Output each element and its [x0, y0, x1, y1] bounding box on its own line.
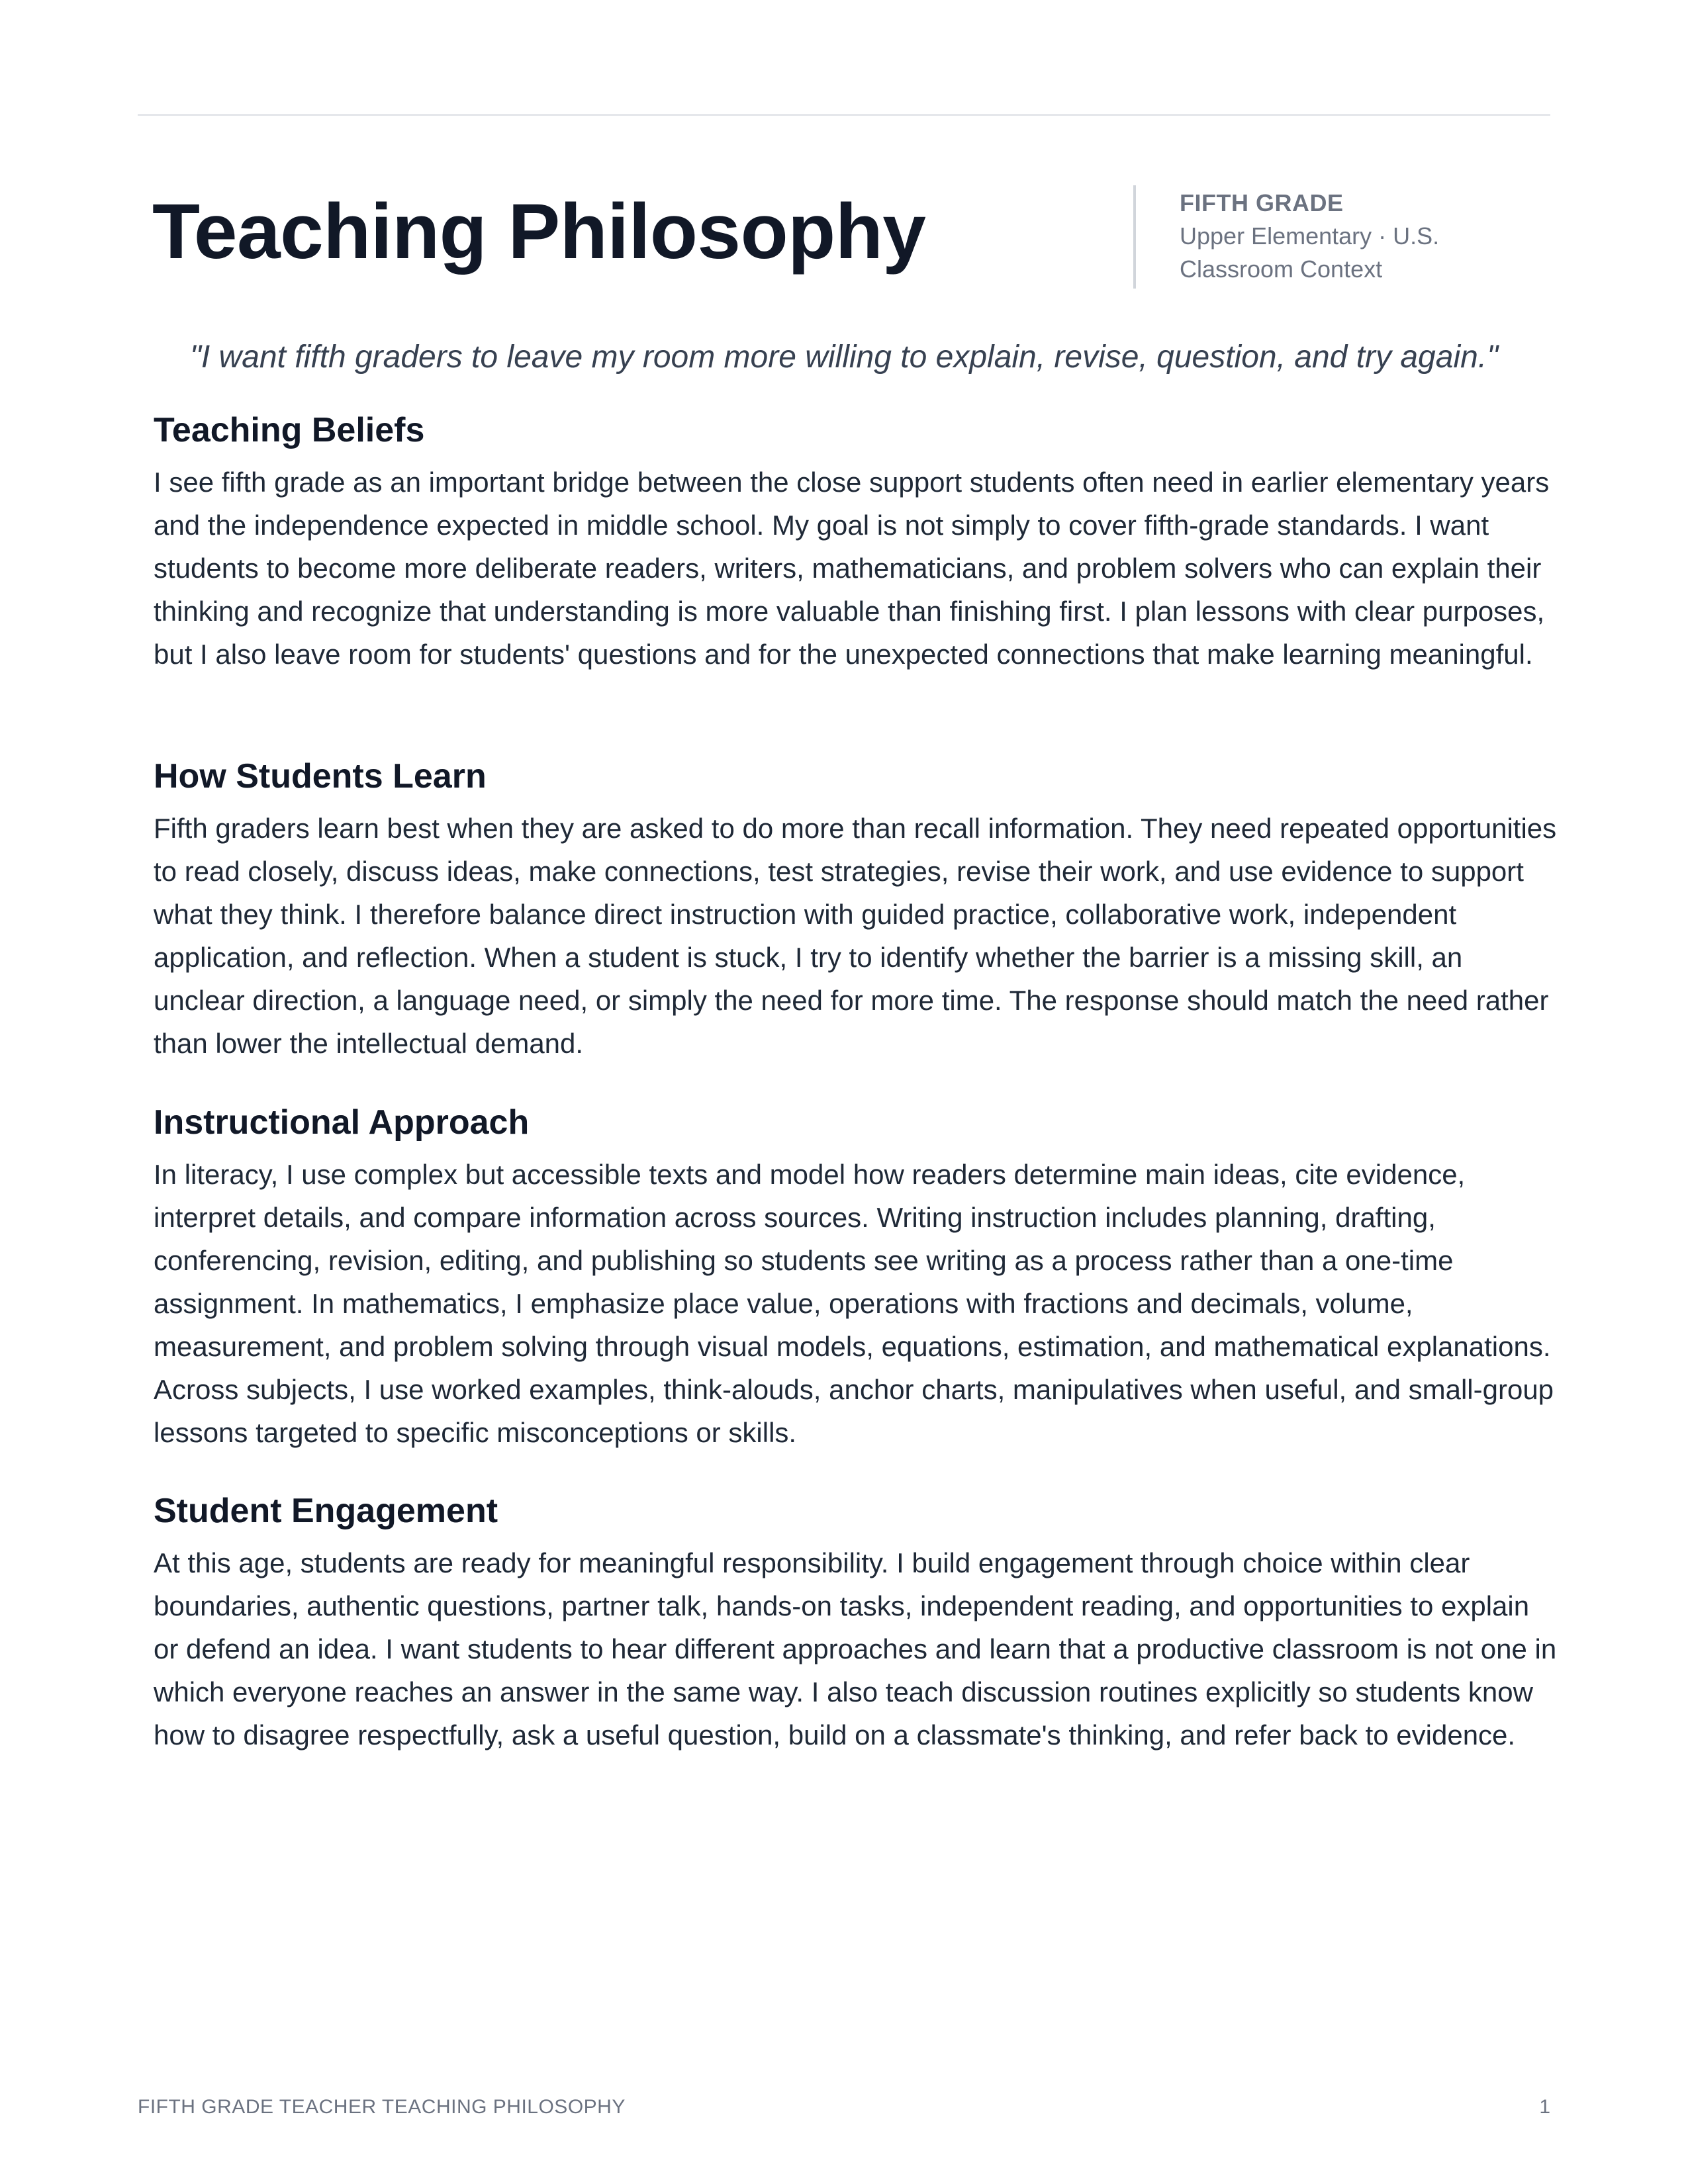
section-heading: How Students Learn	[154, 757, 487, 796]
footer-document-title: FIFTH GRADE TEACHER TEACHING PHILOSOPHY	[138, 2096, 626, 2118]
section-instructional-approach	[154, 1101, 1557, 1454]
section-heading: Student Engagement	[154, 1492, 498, 1530]
section-body: In literacy, I use complex but accessible texts and model how readers determine main ideas, cite evidence, interpret details, and compare information across sources. Writing instruction includes planning, drafting, conferencing, revision, editing, and publishing so students see writing as a process rather than a one-time assignment. In mathematics, I emphasize place value, operations with fractions and decimals, volume, measurement, and problem solving through visual models, equations, estimation, and mathematical explanations. Across subjects, I use worked examples, think-alouds, anchor charts, manipulatives when useful, and small-group lessons targeted to specific misconceptions or skills.	[154, 1159, 1554, 1448]
section-heading: Instructional Approach	[154, 1103, 530, 1142]
page-title: Teaching Philosophy	[152, 188, 926, 275]
section-body: At this age, students are ready for meaningful responsibility. I build engagement through choice within clear boundaries, authentic questions, partner talk, hands-on tasks, independent reading, and opportunities to explain or defend an idea. I want students to hear different approaches and learn that a productive classroom is not one in which everyone reaches an answer in the same way. I also teach discussion routines explicitly so students know how to disagree respectfully, ask a useful question, build on a classmate's thinking, and refer back to evidence.	[154, 1547, 1557, 1751]
section-how-students-learn	[154, 755, 1557, 1065]
section-heading: Teaching Beliefs	[154, 411, 425, 449]
section-body: Fifth graders learn best when they are asked to do more than recall information. They need repeated opportunities to read closely, discuss ideas, make connections, test strategies, revise their work, and use evidence to support what they think. I therefore balance direct instruction with guided practice, collaborative work, independent application, and reflection. When a student is stuck, I try to identify whether the barrier is a missing skill, an unclear direction, a language need, or simply the need for more time. The response should match the need rather than lower the intellectual demand.	[154, 813, 1557, 1059]
header-meta	[1133, 185, 1504, 289]
context-label: Upper Elementary · U.S. Classroom Context	[1180, 222, 1440, 283]
section-teaching-beliefs	[154, 409, 1557, 676]
section-student-engagement	[154, 1490, 1557, 1756]
pull-quote: "I want fifth graders to leave my room more willing to explain, revise, question, and try again."	[189, 340, 1499, 375]
section-body: I see fifth grade as an important bridge between the close support students often need in earlier elementary years and the independence expected in middle school. My goal is not simply to cover fifth-grade standards. I want students to become more deliberate readers, writers, mathematicians, and problem solvers who can explain their thinking and recognize that understanding is more valuable than finishing first. I plan lessons with clear purposes, but I also leave room for students' questions and for the unexpected connections that make learning meaningful.	[154, 467, 1550, 670]
top-divider	[138, 114, 1550, 116]
footer-page-number: 1	[1539, 2096, 1550, 2118]
grade-label: FIFTH GRADE	[1180, 189, 1344, 216]
